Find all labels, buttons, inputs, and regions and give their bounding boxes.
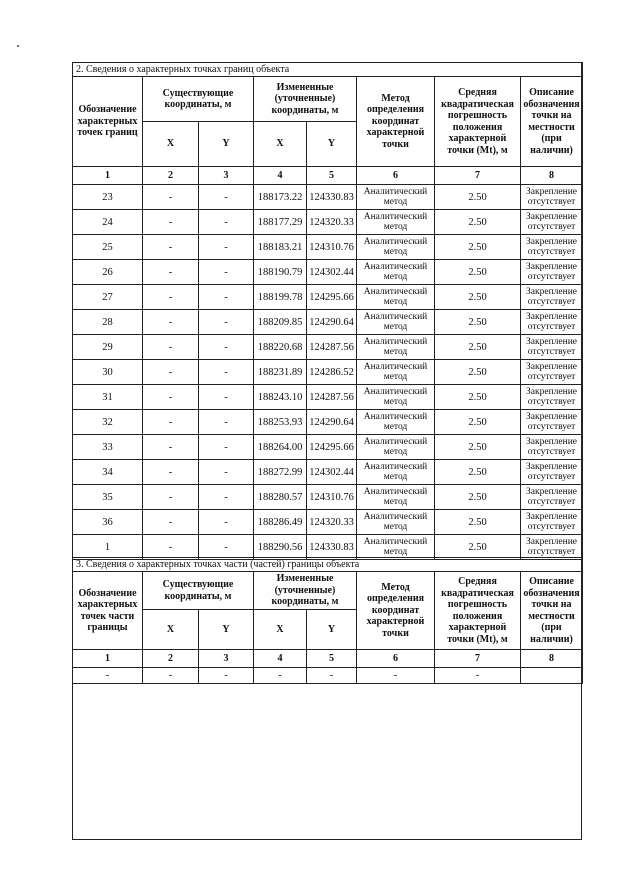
cell-error-mt: 2.50 <box>435 535 521 560</box>
cell-point-id: 25 <box>73 235 143 260</box>
cell-point-id: 29 <box>73 335 143 360</box>
column-number: 1 <box>73 167 143 185</box>
column-number: 7 <box>435 167 521 185</box>
cell-coord-y: 124290.64 <box>307 410 357 435</box>
column-number: 1 <box>73 650 143 668</box>
cell-description: Закрепление отсутствует <box>521 360 583 385</box>
cell-existing-y: - <box>199 485 254 510</box>
header-y: Y <box>199 122 254 167</box>
cell-existing-y: - <box>199 385 254 410</box>
cell-coord-y: 124320.33 <box>307 210 357 235</box>
cell-description: Закрепление отсутствует <box>521 260 583 285</box>
header-y: Y <box>307 610 357 650</box>
cell-method: Аналитический метод <box>357 285 435 310</box>
header-x: X <box>143 122 199 167</box>
cell-method: Аналитический метод <box>357 460 435 485</box>
cell-coord-y: 124295.66 <box>307 285 357 310</box>
cell-point-id: 32 <box>73 410 143 435</box>
cell-coord-x: 188253.93 <box>254 410 307 435</box>
cell-error-mt: 2.50 <box>435 185 521 210</box>
header-y: Y <box>199 610 254 650</box>
scan-speck <box>17 45 19 47</box>
cell-point-id: 33 <box>73 435 143 460</box>
header-designation: Обозначение характерных точек части границы <box>73 572 143 650</box>
header-changed-coords: Измененные (уточненные) координаты, м <box>254 572 357 610</box>
cell-coord-x: 188290.56 <box>254 535 307 560</box>
table-row <box>73 285 583 310</box>
cell-method: Аналитический метод <box>357 510 435 535</box>
cell-coord-x: 188190.79 <box>254 260 307 285</box>
cell <box>521 668 583 684</box>
cell-point-id: 27 <box>73 285 143 310</box>
cell-method: Аналитический метод <box>357 235 435 260</box>
cell-point-id: 26 <box>73 260 143 285</box>
cell-existing-x: - <box>143 260 199 285</box>
header-x: X <box>143 610 199 650</box>
cell-coord-x: 188177.29 <box>254 210 307 235</box>
cell-point-id: 24 <box>73 210 143 235</box>
cell-coord-y: 124287.56 <box>307 335 357 360</box>
column-number: 8 <box>521 167 583 185</box>
column-number: 6 <box>357 650 435 668</box>
boundary-points-table <box>72 62 583 560</box>
cell-method: Аналитический метод <box>357 435 435 460</box>
cell-error-mt: 2.50 <box>435 285 521 310</box>
cell-existing-x: - <box>143 485 199 510</box>
table-row <box>73 185 583 210</box>
cell-coord-y: 124310.76 <box>307 485 357 510</box>
cell: - <box>357 668 435 684</box>
header-description: Описание обозначения точки на местности (при наличии) <box>521 572 583 650</box>
cell-coord-x: 188286.49 <box>254 510 307 535</box>
cell-existing-x: - <box>143 460 199 485</box>
table-row <box>73 260 583 285</box>
cell: - <box>307 668 357 684</box>
cell-existing-y: - <box>199 460 254 485</box>
table-row <box>73 410 583 435</box>
cell-error-mt: 2.50 <box>435 510 521 535</box>
column-numbers-row <box>73 167 583 185</box>
cell-existing-y: - <box>199 235 254 260</box>
cell-method: Аналитический метод <box>357 535 435 560</box>
cell: - <box>199 668 254 684</box>
column-number: 2 <box>143 167 199 185</box>
cell-error-mt: 2.50 <box>435 235 521 260</box>
cell-description: Закрепление отсутствует <box>521 535 583 560</box>
cell-existing-x: - <box>143 185 199 210</box>
header-existing-coords: Существующие координаты, м <box>143 572 254 610</box>
table-row <box>73 510 583 535</box>
cell: - <box>143 668 199 684</box>
cell-description: Закрепление отсутствует <box>521 285 583 310</box>
cell-existing-y: - <box>199 185 254 210</box>
header-method: Метод определения координат характерной точки <box>357 572 435 650</box>
cell-error-mt: 2.50 <box>435 360 521 385</box>
table-row <box>73 535 583 560</box>
section-title: 3. Сведения о характерных точках части (частей) границы объекта <box>73 558 583 572</box>
column-number: 3 <box>199 650 254 668</box>
cell-coord-y: 124310.76 <box>307 235 357 260</box>
cell-coord-y: 124286.52 <box>307 360 357 385</box>
header-error: Средняя квадратическая погрешность положения характерной точки (Mt), м <box>435 77 521 167</box>
header-description: Описание обозначения точки на местности (при наличии) <box>521 77 583 167</box>
cell-method: Аналитический метод <box>357 335 435 360</box>
cell-error-mt: 2.50 <box>435 210 521 235</box>
cell-coord-y: 124302.44 <box>307 460 357 485</box>
header-error: Средняя квадратическая погрешность положения характерной точки (Mt), м <box>435 572 521 650</box>
column-number: 5 <box>307 167 357 185</box>
column-number: 4 <box>254 167 307 185</box>
cell-coord-x: 188220.68 <box>254 335 307 360</box>
cell-coord-y: 124290.64 <box>307 310 357 335</box>
cell-error-mt: 2.50 <box>435 260 521 285</box>
cell-point-id: 1 <box>73 535 143 560</box>
part-boundary-points-table <box>72 557 583 684</box>
cell-description: Закрепление отсутствует <box>521 460 583 485</box>
cell-existing-y: - <box>199 335 254 360</box>
cell-method: Аналитический метод <box>357 485 435 510</box>
cell-existing-y: - <box>199 510 254 535</box>
header-x: X <box>254 122 307 167</box>
column-number: 4 <box>254 650 307 668</box>
cell-existing-x: - <box>143 410 199 435</box>
table-row <box>73 360 583 385</box>
cell-error-mt: 2.50 <box>435 435 521 460</box>
cell-coord-y: 124330.83 <box>307 535 357 560</box>
cell-description: Закрепление отсутствует <box>521 310 583 335</box>
cell-coord-x: 188272.99 <box>254 460 307 485</box>
cell-existing-x: - <box>143 510 199 535</box>
cell-existing-x: - <box>143 235 199 260</box>
cell-existing-x: - <box>143 360 199 385</box>
cell-coord-y: 124295.66 <box>307 435 357 460</box>
cell-coord-x: 188209.85 <box>254 310 307 335</box>
cell-coord-x: 188173.22 <box>254 185 307 210</box>
cell-coord-x: 188183.21 <box>254 235 307 260</box>
cell-existing-y: - <box>199 360 254 385</box>
cell-existing-x: - <box>143 335 199 360</box>
cell-description: Закрепление отсутствует <box>521 435 583 460</box>
cell-coord-x: 188231.89 <box>254 360 307 385</box>
cell-method: Аналитический метод <box>357 385 435 410</box>
column-number: 6 <box>357 167 435 185</box>
table-row <box>73 335 583 360</box>
cell-existing-x: - <box>143 210 199 235</box>
header-x: X <box>254 610 307 650</box>
cell-point-id: 36 <box>73 510 143 535</box>
cell-method: Аналитический метод <box>357 410 435 435</box>
cell-existing-x: - <box>143 310 199 335</box>
cell-coord-y: 124330.83 <box>307 185 357 210</box>
cell: - <box>435 668 521 684</box>
cell-point-id: 35 <box>73 485 143 510</box>
cell-error-mt: 2.50 <box>435 335 521 360</box>
cell: - <box>254 668 307 684</box>
table-row <box>73 385 583 410</box>
cell-coord-y: 124320.33 <box>307 510 357 535</box>
cell-point-id: 31 <box>73 385 143 410</box>
cell: - <box>73 668 143 684</box>
cell-coord-y: 124287.56 <box>307 385 357 410</box>
cell-error-mt: 2.50 <box>435 385 521 410</box>
cell-description: Закрепление отсутствует <box>521 185 583 210</box>
column-number: 5 <box>307 650 357 668</box>
cell-method: Аналитический метод <box>357 360 435 385</box>
header-y: Y <box>307 122 357 167</box>
cell-method: Аналитический метод <box>357 310 435 335</box>
cell-point-id: 28 <box>73 310 143 335</box>
cell-description: Закрепление отсутствует <box>521 510 583 535</box>
table-row <box>73 235 583 260</box>
header-existing-coords: Существующие координаты, м <box>143 77 254 122</box>
cell-description: Закрепление отсутствует <box>521 385 583 410</box>
cell-error-mt: 2.50 <box>435 410 521 435</box>
cell-coord-x: 188199.78 <box>254 285 307 310</box>
cell-existing-y: - <box>199 535 254 560</box>
cell-description: Закрепление отсутствует <box>521 335 583 360</box>
column-number: 8 <box>521 650 583 668</box>
column-number: 3 <box>199 167 254 185</box>
cell-description: Закрепление отсутствует <box>521 235 583 260</box>
cell-error-mt: 2.50 <box>435 485 521 510</box>
cell-existing-y: - <box>199 435 254 460</box>
cell-coord-x: 188243.10 <box>254 385 307 410</box>
table-row <box>73 460 583 485</box>
cell-description: Закрепление отсутствует <box>521 410 583 435</box>
cell-error-mt: 2.50 <box>435 460 521 485</box>
header-changed-coords: Измененные (уточненные) координаты, м <box>254 77 357 122</box>
cell-existing-x: - <box>143 385 199 410</box>
cell-existing-y: - <box>199 285 254 310</box>
section-title: 2. Сведения о характерных точках границ объекта <box>73 63 583 77</box>
cell-error-mt: 2.50 <box>435 310 521 335</box>
table-row <box>73 668 583 684</box>
column-number: 2 <box>143 650 199 668</box>
cell-method: Аналитический метод <box>357 185 435 210</box>
header-designation: Обозначение характерных точек границ <box>73 77 143 167</box>
cell-coord-y: 124302.44 <box>307 260 357 285</box>
cell-point-id: 34 <box>73 460 143 485</box>
cell-method: Аналитический метод <box>357 260 435 285</box>
cell-existing-x: - <box>143 535 199 560</box>
cell-coord-x: 188280.57 <box>254 485 307 510</box>
column-number: 7 <box>435 650 521 668</box>
cell-method: Аналитический метод <box>357 210 435 235</box>
table-row <box>73 485 583 510</box>
cell-description: Закрепление отсутствует <box>521 485 583 510</box>
cell-point-id: 23 <box>73 185 143 210</box>
cell-coord-x: 188264.00 <box>254 435 307 460</box>
cell-existing-x: - <box>143 435 199 460</box>
table-row <box>73 310 583 335</box>
cell-existing-y: - <box>199 410 254 435</box>
table-row <box>73 210 583 235</box>
header-method: Метод определения координат характерной точки <box>357 77 435 167</box>
column-numbers-row <box>73 650 583 668</box>
cell-existing-y: - <box>199 210 254 235</box>
cell-existing-x: - <box>143 285 199 310</box>
cell-point-id: 30 <box>73 360 143 385</box>
table-row <box>73 435 583 460</box>
cell-existing-y: - <box>199 260 254 285</box>
cell-description: Закрепление отсутствует <box>521 210 583 235</box>
cell-existing-y: - <box>199 310 254 335</box>
